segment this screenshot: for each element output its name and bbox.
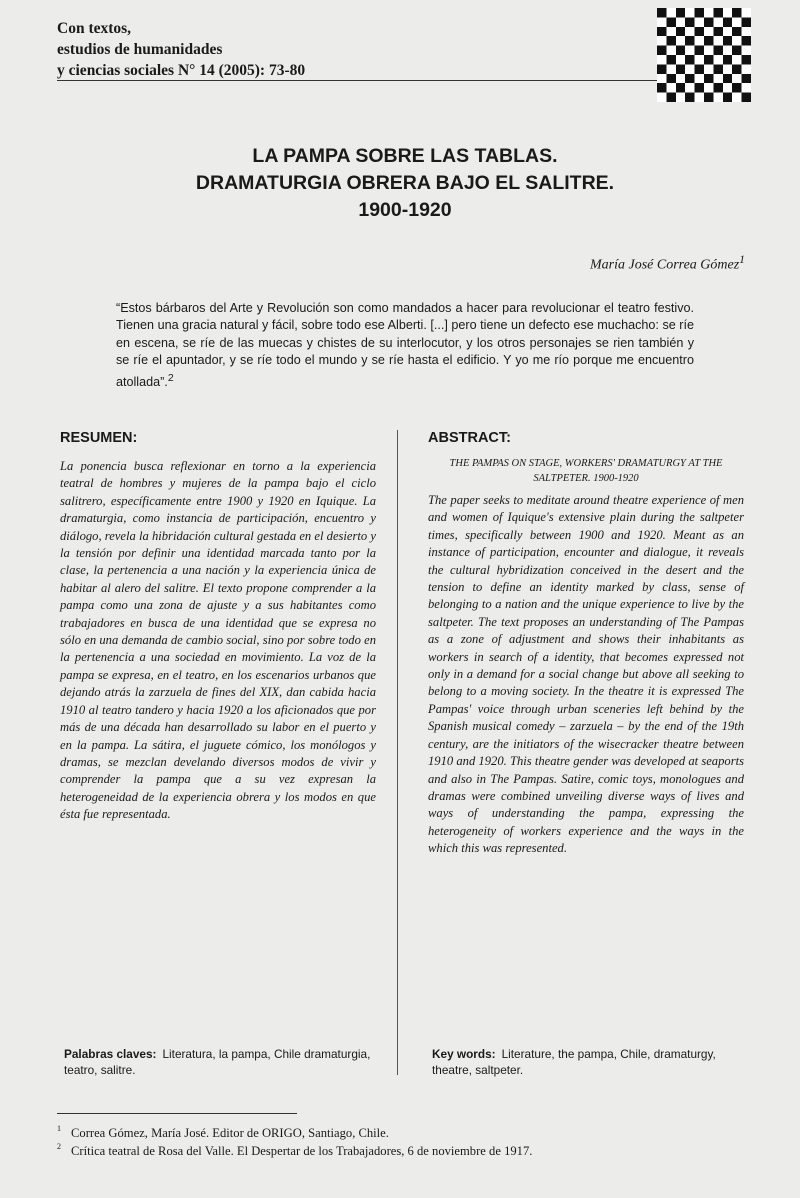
keywords-es-value: Literatura, la pampa, Chile dramaturgia, teatro, salitre. (64, 1047, 371, 1077)
footnote-text: Crítica teatral de Rosa del Valle. El Despertar de los Trabajadores, 6 de noviembre de 1917. (71, 1144, 533, 1158)
journal-header (57, 18, 305, 81)
column-divider (397, 430, 398, 1075)
title-line-3: 1900-1920 (358, 199, 452, 221)
footnotes (57, 1124, 747, 1160)
epigraph-footnote-mark: 2 (167, 371, 174, 384)
epigraph-text: “Estos bárbaros del Arte y Revolución son como mandados a hacer para revolucionar el teatro festivo. Tienen una gracia natural y fácil, sobre todo ese Alberti. [...] pero tiene un defecto ese muchacho: se ríe en escena, se ríe de las muecas y chistes de su interlocutor, y los otros personajes se rien también y se ríe el apuntador, y se ríe todo el mundo y se ríe hasta el edificio. Y yo me río porque me encuentro atollada”. (116, 301, 694, 389)
abstract-heading: ABSTRACT: (428, 430, 511, 446)
footnote (57, 1142, 747, 1160)
resumen-body: La ponencia busca reflexionar en torno a la experiencia teatral de hombres y mujeres de la pampa bajo el ciclo salitrero, específicamente entre 1900 y 1920 en Iquique. La dramaturgia, como instancia de participación, encuentro y diálogo, revela la hibridación cultural gestada en el desierto y la tensión por definir una identidad marcada tanto por la clase, la pertenencia a una nación y la experiencia única de habitar al alero del salitre. El texto propone comprender a la pampa como una zona de ajuste y a sus habitantes como trabajadores en busca de una identidad que se expresa no sólo en una demanda de cambio social, sino por sobre todo en la pertenencia a una sociedad en movimiento. La voz de la pampa se expresa, en el teatro, en los escenarios urbanos que dejando atrás la zarzuela de fines del XIX, dan cabida hacia 1910 al teatro tandero y hacia 1920 a los aficionados que por más de una década han desarrollado su labor en el puerto y en la pampa. La sátira, el juguete cómico, los monólogos y dramas, se mezclan develando diversos modos de vivir y comprender la pampa que a su vez expresan la heterogeneidad de la experiencia obrera y los modos en que ésta fue representada. (60, 459, 376, 822)
abstract-body: The paper seeks to meditate around theatre experience of men and women of Iquique's extensive plain during the saltpeter times, specifically between 1900 and 1920. Meant as an instance of participation, encounter and dialogue, it reveals the cultural hybridization conceived in the desert and the tension to define an identity marked by class, sense of belonging to a nation and the unique experience to live by the saltpeter. The text proposes an understanding of The Pampas as a zone of adjustment and shows their inhabitants as workers in search of a identity, that becomes expressed not only in a demand for a social change but above all seeking to belong to a moving society. In the theatre it is expressed The Pampas' voice through urban sceneries left behind by the Spanish musical comedy – zarzuela – by the end of the 19th century, are the initiators of the wisecracker theatre between 1910 and 1920. This theatre gender was developed at seaports and also in The Pampas. Satire, comic toys, monologues and dramas were combined unveiling diverse ways of lives and ways of understanding the pampa, expressing the heterogeneity of workers experience and the ways in the which this was represented. (428, 493, 744, 856)
footnote-mark: 1 (57, 1124, 61, 1133)
article-title (60, 143, 750, 224)
resumen-column (60, 430, 376, 824)
footnote-mark: 2 (57, 1142, 61, 1151)
header-rule (57, 80, 662, 81)
resumen-heading: RESUMEN: (60, 430, 138, 446)
author-name: María José Correa Gómez (589, 257, 740, 273)
abstract-column (428, 430, 744, 858)
keywords-en-label: Key words: (432, 1047, 496, 1061)
keywords-en-value: Literature, the pampa, Chile, dramaturgy, theatre, saltpeter. (432, 1047, 716, 1077)
author (590, 253, 745, 274)
journal-title: Con textos, (57, 20, 132, 37)
epigraph (116, 300, 694, 391)
footnote-rule (57, 1113, 297, 1114)
keywords-en (432, 1046, 748, 1078)
keywords-es-label: Palabras claves: (64, 1047, 157, 1061)
abstract-subtitle: THE PAMPAS ON STAGE, WORKERS' DRAMATURGY AT THE SALTPETER. 1900-1920 (449, 458, 723, 484)
journal-subtitle: estudios de humanidades (57, 41, 223, 58)
footnote-text: Correa Gómez, María José. Editor de ORIGO, Santiago, Chile. (71, 1126, 389, 1140)
footnote (57, 1124, 747, 1142)
journal-issue: y ciencias sociales N° 14 (2005): 73-80 (57, 62, 306, 79)
keywords-es (64, 1046, 374, 1078)
title-line-2: DRAMATURGIA OBRERA BAJO EL SALITRE. (195, 172, 615, 194)
journal-logo-icon (657, 8, 751, 102)
title-line-1: LA PAMPA SOBRE LAS TABLAS. (252, 145, 558, 167)
author-footnote-mark: 1 (739, 253, 745, 266)
